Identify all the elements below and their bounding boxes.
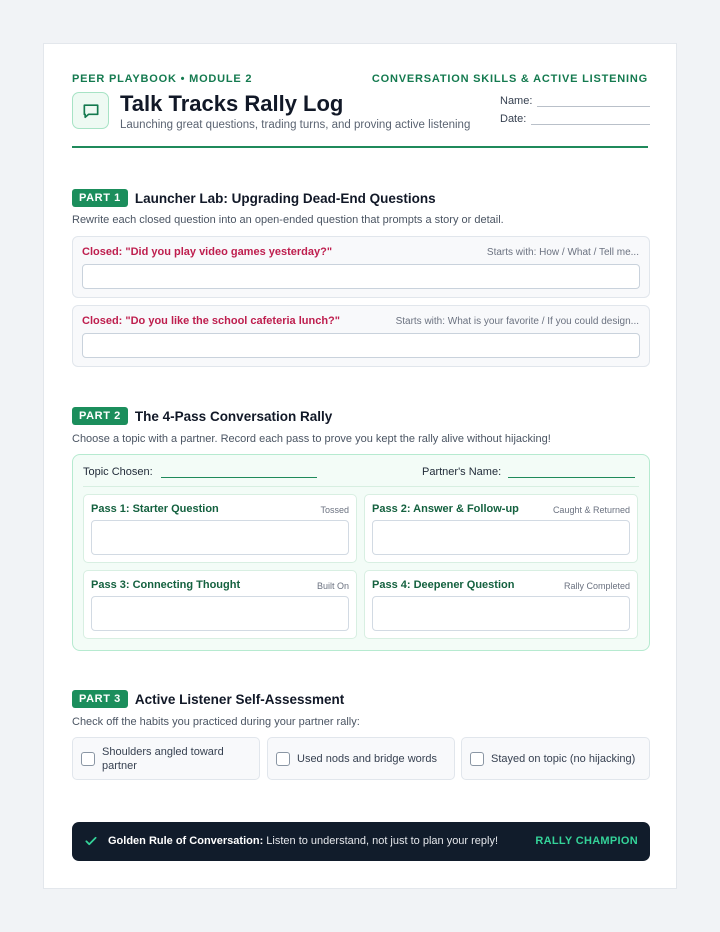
date-label: Date: [500, 113, 527, 125]
worksheet-page [43, 43, 677, 889]
pass-input[interactable] [372, 596, 630, 631]
part3-instructions: Check off the habits you practiced during your partner rally: [72, 716, 360, 728]
partner-line[interactable] [508, 470, 635, 478]
part2-title: The 4-Pass Conversation Rally [134, 408, 333, 424]
pass-input[interactable] [372, 520, 630, 555]
pass-name: Pass 2: Answer & Follow-up [372, 503, 519, 515]
name-label: Name: [500, 95, 533, 107]
partner-name-label: Partner's Name: [422, 466, 502, 478]
pass-name: Pass 3: Connecting Thought [91, 579, 241, 591]
pass-tag: Built On [316, 581, 349, 591]
habit-checkbox[interactable] [81, 752, 95, 766]
closed-question: Closed: "Did you play video games yesterday?" [82, 246, 333, 258]
part2-badge: PART 2 [72, 407, 128, 425]
part1-title: Launcher Lab: Upgrading Dead-End Questions [134, 190, 436, 206]
golden-rule-label: Golden Rule of Conversation: [108, 835, 264, 847]
habit-checkbox[interactable] [276, 752, 290, 766]
pass-tag: Tossed [320, 505, 349, 515]
part3-badge: PART 3 [72, 690, 128, 708]
pass-tag: Rally Completed [563, 581, 630, 591]
pass-input[interactable] [91, 520, 349, 555]
rally-divider [83, 486, 639, 487]
question-card [72, 236, 650, 298]
topic-label: CONVERSATION SKILLS & ACTIVE LISTENING [371, 73, 648, 85]
part1-badge: PART 1 [72, 189, 128, 207]
rally-champion-badge: RALLY CHAMPION [535, 835, 638, 847]
rally-box [72, 454, 650, 651]
topic-chosen-label: Topic Chosen: [83, 466, 153, 478]
habit-item[interactable] [72, 737, 260, 780]
pass-name: Pass 4: Deepener Question [372, 579, 515, 591]
habit-item[interactable] [461, 737, 650, 780]
eyebrow-row [72, 73, 648, 85]
pass-card [83, 494, 357, 563]
header-divider [72, 146, 648, 148]
habit-label: Used nods and bridge words [297, 752, 438, 765]
date-line[interactable] [531, 116, 650, 125]
part2-instructions: Choose a topic with a partner. Record each pass to prove you kept the rally alive without hijacking! [72, 433, 551, 445]
question-hint: Starts with: How / What / Tell me... [486, 247, 639, 258]
page-title: Talk Tracks Rally Log [120, 91, 344, 116]
question-card [72, 305, 650, 367]
golden-rule-text [108, 835, 498, 847]
rewrite-input[interactable] [82, 333, 640, 358]
checkmark-icon [84, 834, 98, 853]
topic-line[interactable] [161, 470, 317, 478]
page-subtitle: Launching great questions, trading turns, and proving active listening [120, 119, 471, 131]
module-label: PEER PLAYBOOK • MODULE 2 [72, 73, 253, 85]
pass-name: Pass 1: Starter Question [91, 503, 219, 515]
name-field[interactable] [500, 95, 650, 107]
part1-instructions: Rewrite each closed question into an open-ended question that prompts a story or detail. [72, 214, 504, 226]
golden-rule-banner [72, 822, 650, 861]
pass-input[interactable] [91, 596, 349, 631]
rewrite-input[interactable] [82, 264, 640, 289]
pass-tag: Caught & Returned [552, 505, 630, 515]
habit-label: Shoulders angled toward partner [102, 745, 224, 772]
date-field[interactable] [500, 113, 650, 125]
partner-field[interactable] [422, 466, 635, 478]
closed-question: Closed: "Do you like the school cafeteria lunch?" [82, 315, 340, 327]
question-hint: Starts with: What is your favorite / If you could design... [395, 316, 639, 327]
golden-rule-body: Listen to understand, not just to plan your reply! [263, 835, 499, 847]
pass-card [364, 494, 638, 563]
pass-card [83, 570, 357, 639]
name-line[interactable] [537, 98, 650, 107]
habit-label: Stayed on topic (no hijacking) [491, 752, 636, 765]
part1-header [72, 189, 436, 207]
habit-item[interactable] [267, 737, 455, 780]
part3-title: Active Listener Self-Assessment [134, 691, 345, 707]
part2-header [72, 407, 332, 425]
habit-checkbox[interactable] [470, 752, 484, 766]
part3-header [72, 690, 344, 708]
chat-bubble-icon [72, 92, 109, 129]
topic-field[interactable] [83, 466, 317, 478]
pass-card [364, 570, 638, 639]
